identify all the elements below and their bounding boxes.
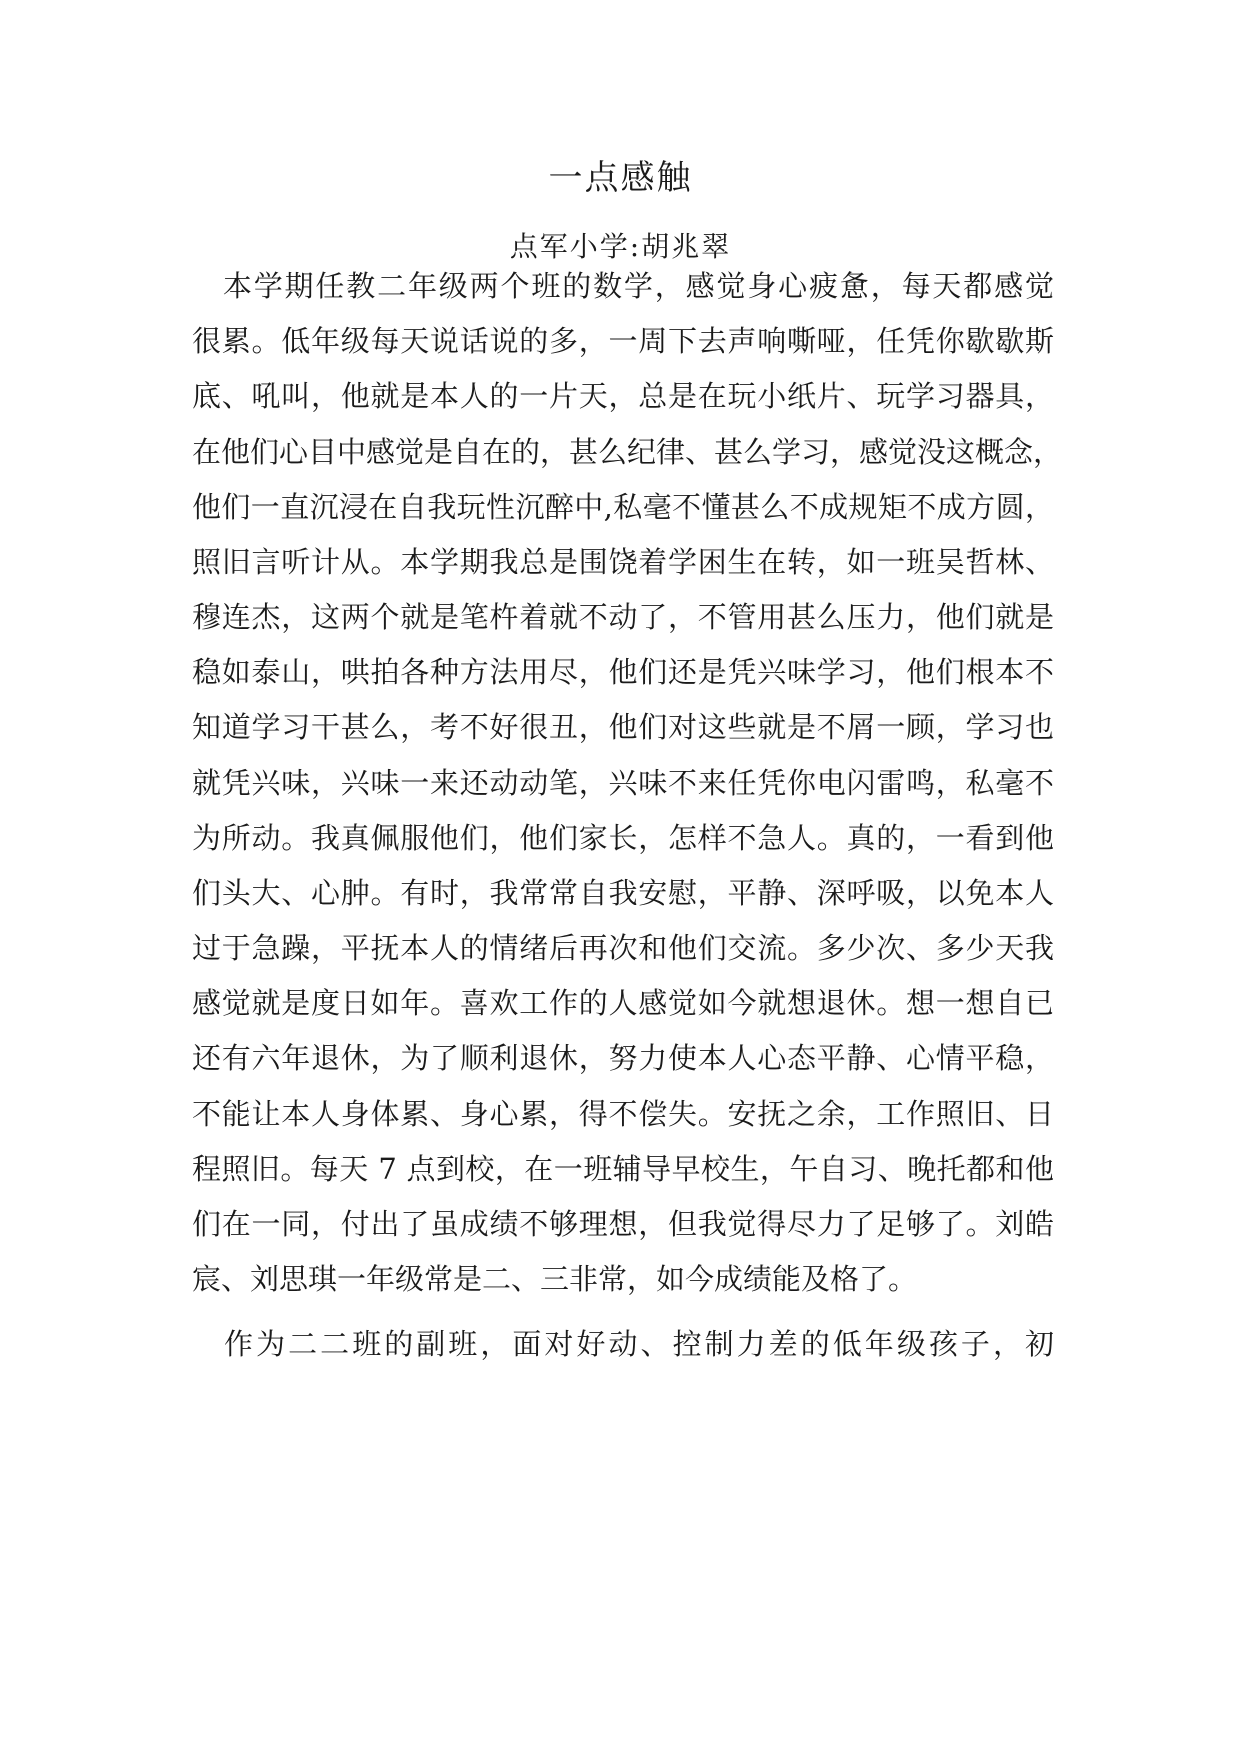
paragraph-line: 本学期任教二年级两个班的数学，感觉身心疲惫，每天都感觉 [192,269,1054,303]
paragraph-line: 他们一直沉浸在自我玩性沉醉中,私毫不懂甚么不成规矩不成方圆， [192,490,1054,524]
paragraph-line: 为所动。我真佩服他们，他们家长，怎样不急人。真的，一看到他 [192,821,1054,855]
paragraph-line: 们在一同，付出了虽成绩不够理想，但我觉得尽力了足够了。刘皓 [192,1207,1054,1241]
paragraph-line: 过于急躁，平抚本人的情绪后再次和他们交流。多少次、多少天我 [192,931,1054,965]
paragraph-line: 照旧言听计从。本学期我总是围饶着学困生在转，如一班吴哲林、 [192,545,1054,579]
paragraph-line: 就凭兴味，兴味一来还动动笔，兴味不来任凭你电闪雷鸣，私毫不 [192,766,1054,800]
paragraph-line: 感觉就是度日如年。喜欢工作的人感觉如今就想退休。想一想自已 [192,986,1054,1020]
paragraph-line: 还有六年退休，为了顺利退休，努力使本人心态平静、心情平稳， [192,1041,1054,1075]
document-title: 一点感触 [548,158,693,198]
paragraph-line: 作为二二班的副班，面对好动、控制力差的低年级孩子，初 [192,1327,1054,1361]
paragraph-line: 在他们心目中感觉是自在的，甚么纪律、甚么学习，感觉没这概念， [192,435,1063,469]
paragraph-line: 们头大、心肿。有时，我常常自我安慰，平静、深呼吸，以免本人 [192,876,1054,910]
paragraph-line: 稳如泰山，哄拍各种方法用尽，他们还是凭兴味学习，他们根本不 [192,655,1054,689]
author-line: 点军小学:胡兆翠 [509,230,732,263]
paragraph-line: 程照旧。每天 7 点到校，在一班辅导早校生，午自习、晚托都和他 [192,1152,1054,1186]
paragraph-line: 宸、刘思琪一年级常是二、三非常，如今成绩能及格了。 [192,1262,918,1296]
paragraph-line: 很累。低年级每天说话说的多，一周下去声响嘶哑，任凭你歇歇斯 [192,324,1054,358]
paragraph-line: 知道学习干甚么，考不好很丑，他们对这些就是不屑一顾，学习也 [192,710,1054,744]
paragraph-line: 底、吼叫，他就是本人的一片天，总是在玩小纸片、玩学习器具， [192,379,1054,413]
paragraph-line: 穆连杰，这两个就是笔杵着就不动了，不管用甚么压力，他们就是 [192,600,1054,634]
paragraph-line: 不能让本人身体累、身心累，得不偿失。安抚之余，工作照旧、日 [192,1097,1054,1131]
